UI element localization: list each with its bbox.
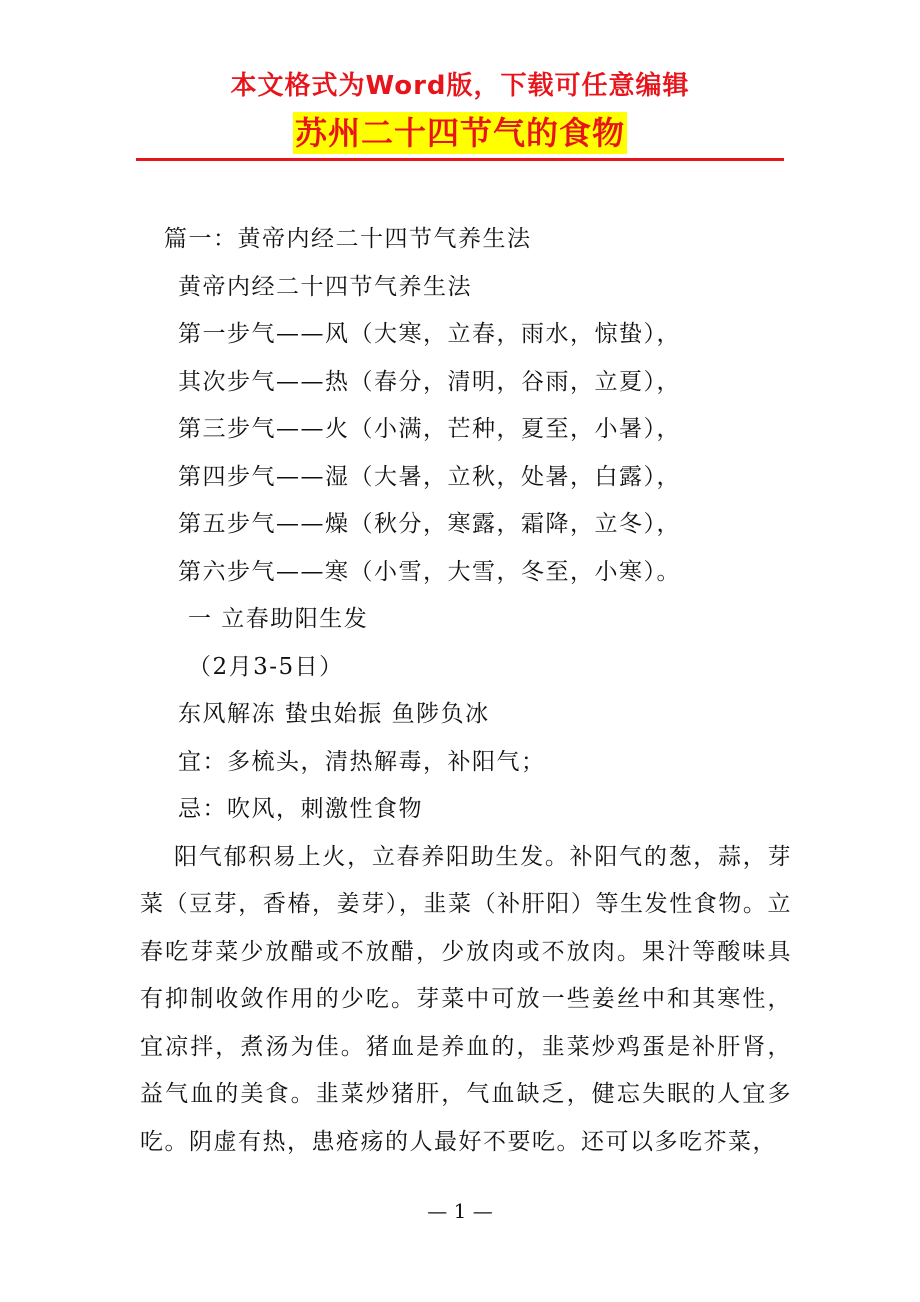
- steps-list: [140, 311, 800, 596]
- title-wrap: [0, 112, 920, 154]
- body-paragraph: 阳气郁积易上火，立春养阳助生发。补阳气的葱，蒜，芽菜（豆芽，香椿，姜芽），韭菜（补肝阳）等生发性食物。立春吃芽菜少放醋或不放醋，少放肉或不放肉。果汁等酸味具有抑制收敛作用的少吃。芽菜中可放一些姜丝中和其寒性，宜凉拌，煮汤为佳。猪血是养血的，韭菜炒鸡蛋是补肝肾，益气血的美食。韭菜炒猪肝，气血缺乏，健忘失眠的人宜多吃。阴虚有热，患疮疡的人最好不要吃。还可以多吃芥菜，: [140, 843, 792, 1155]
- phenology-line: 东风解冻 蛰虫始振 鱼陟负冰: [178, 701, 490, 727]
- step-line: 第一步气——风（大寒，立春，雨水，惊蛰），: [178, 321, 681, 347]
- section-heading: 篇一：黄帝内经二十四节气养生法: [164, 226, 532, 252]
- document-title: 苏州二十四节气的食物: [294, 114, 625, 152]
- format-banner: 本文格式为Word版，下载可任意编辑: [230, 71, 690, 101]
- document-body: [140, 216, 800, 1166]
- title-underline-rule: [136, 158, 784, 161]
- step-line: 第四步气——湿（大暑，立秋，处暑，白露），: [178, 463, 681, 490]
- avoid-line: 忌：吹风，刺激性食物: [178, 796, 423, 822]
- step-line: 其次步气——热（春分，清明，谷雨，立夏），: [178, 368, 681, 395]
- step-line: 第五步气——燥（秋分，寒露，霜降，立冬），: [178, 511, 681, 537]
- page-number: — 1 —: [427, 1199, 493, 1223]
- term-heading: 一 立春助阳生发: [188, 606, 369, 632]
- term-date: （2月3-5日）: [188, 653, 344, 680]
- suitable-line: 宜：多梳头，清热解毒，补阳气；: [178, 748, 546, 775]
- step-line: 第六步气——寒（小雪，大雪，冬至，小寒）。: [178, 558, 681, 585]
- step-line: 第三步气——火（小满，芒种，夏至，小暑），: [178, 416, 681, 442]
- subheading: 黄帝内经二十四节气养生法: [178, 273, 472, 300]
